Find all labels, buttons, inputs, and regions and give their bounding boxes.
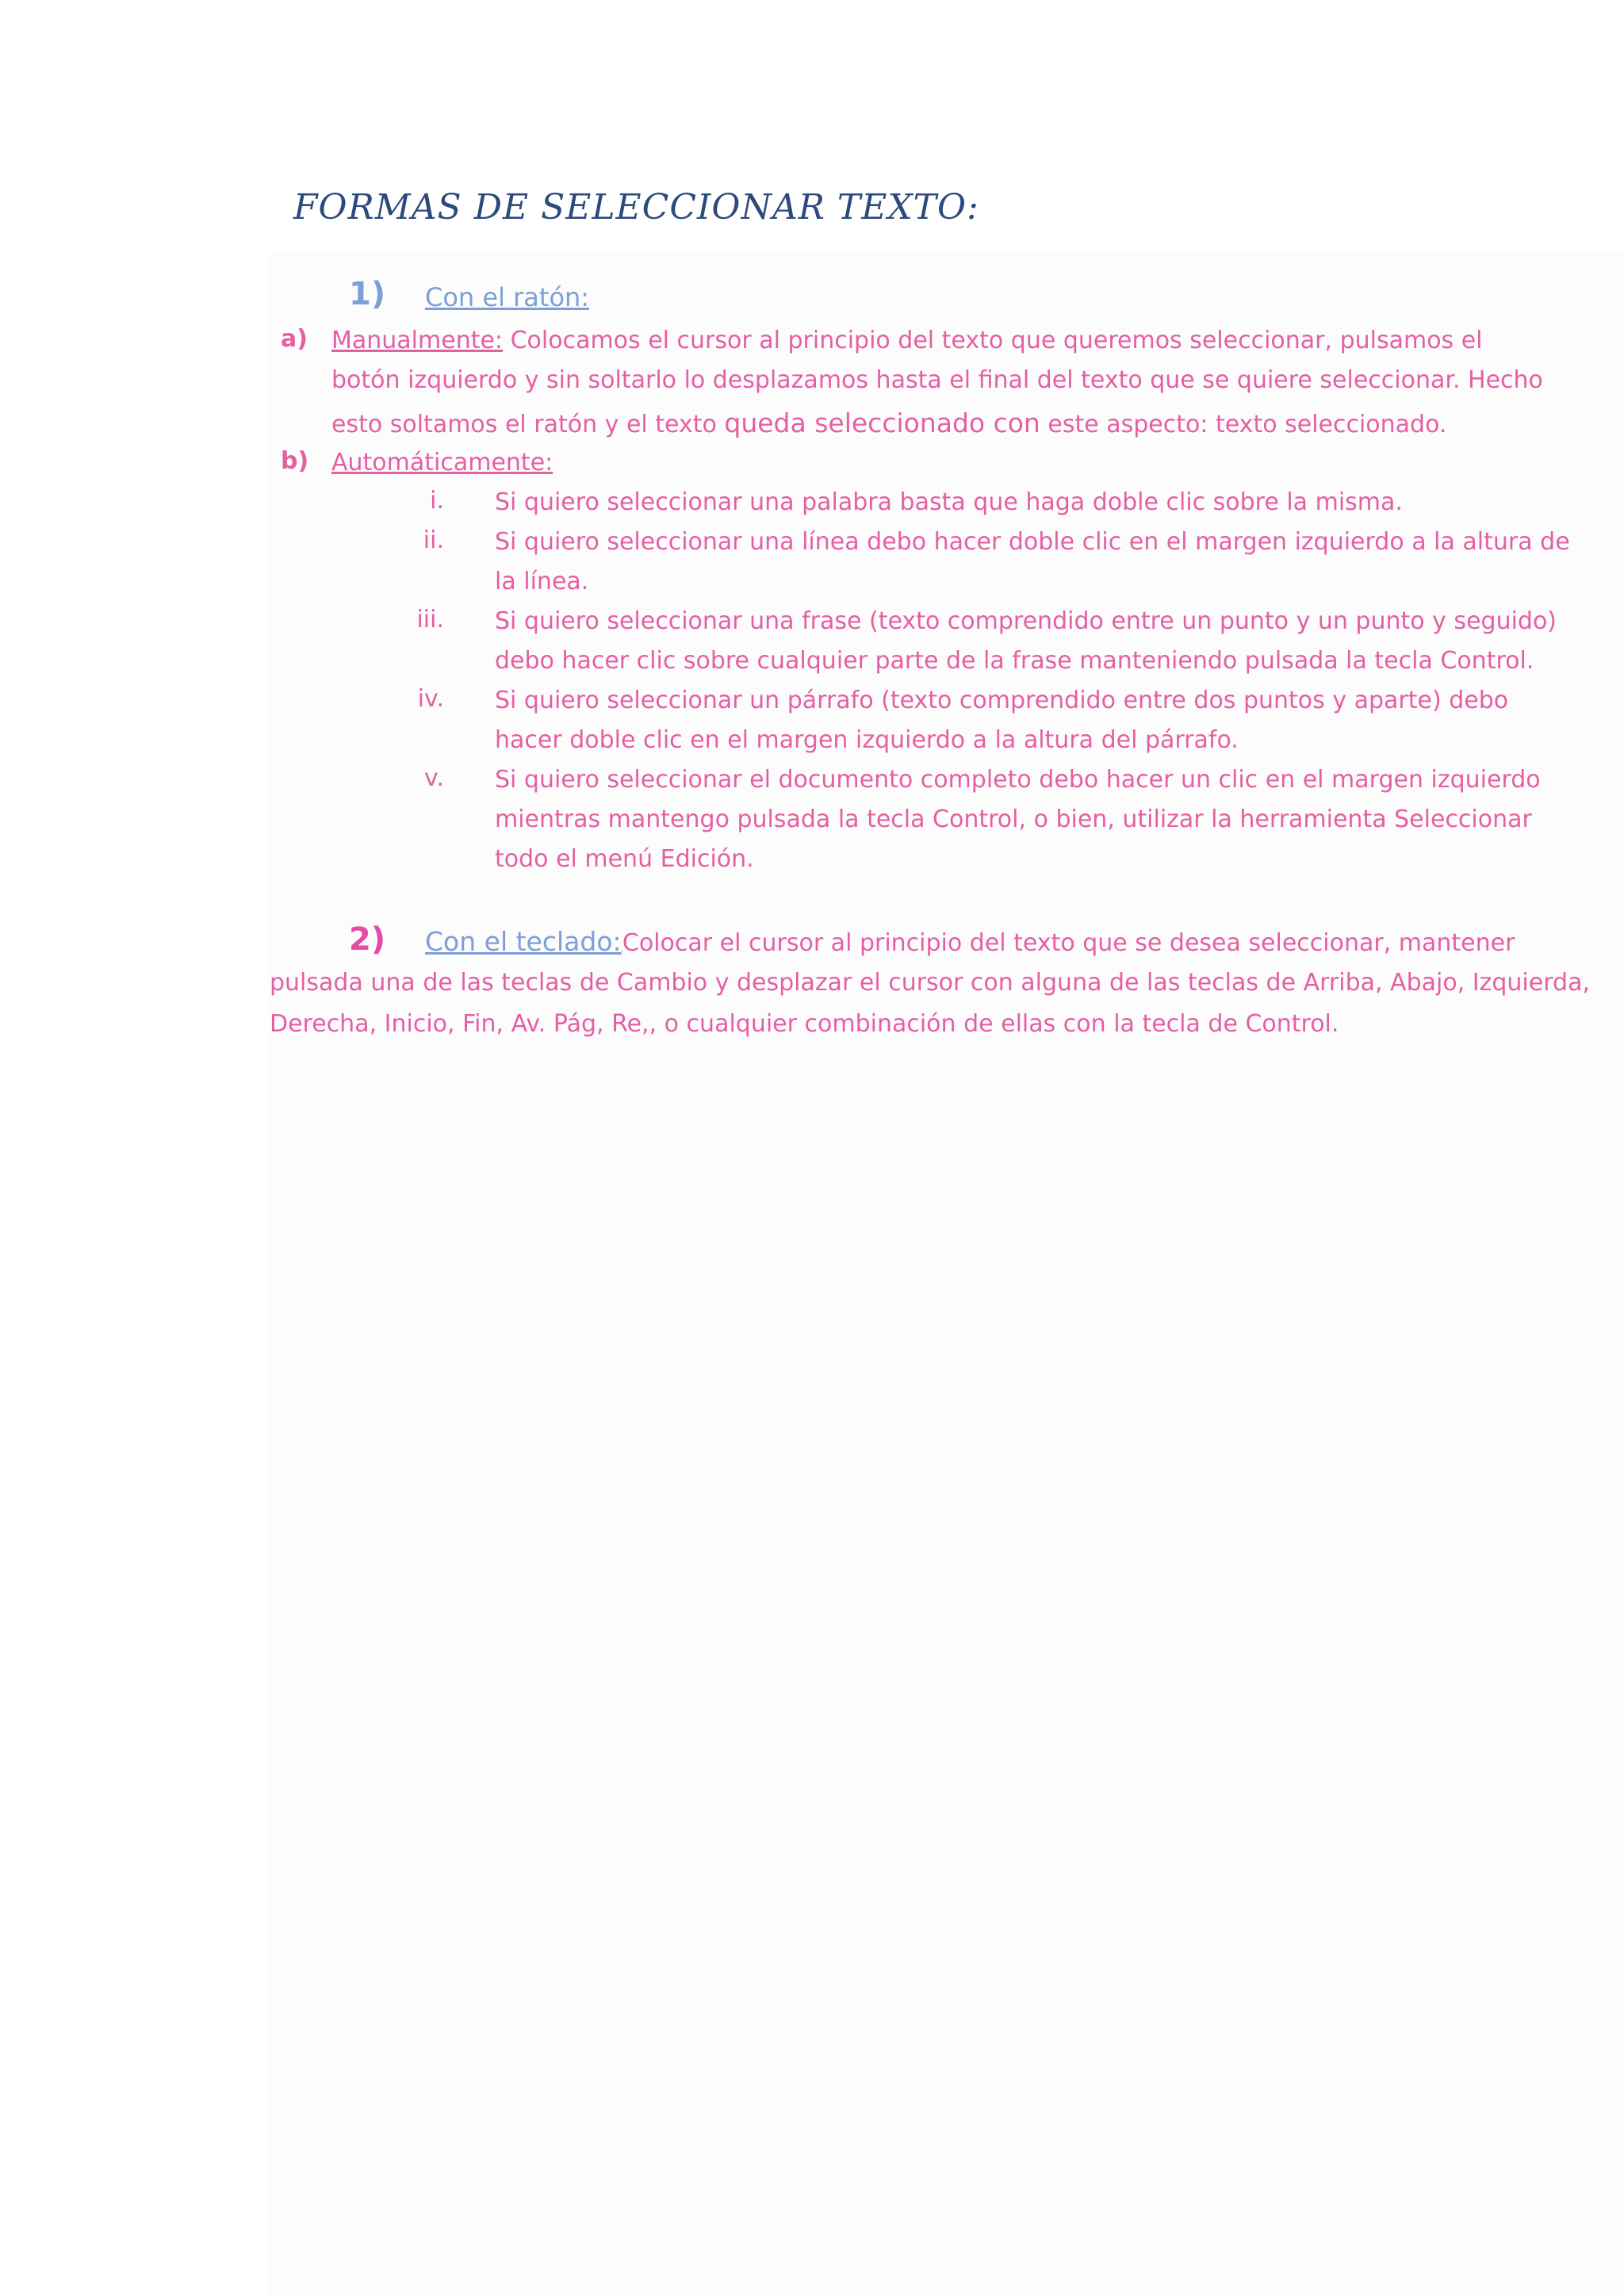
item-a-line1 <box>331 325 1483 357</box>
subitem-ii-line2: la línea. <box>495 568 589 595</box>
section2-line2: pulsada una de las teclas de Cambio y desplazar el cursor con alguna de las teclas de Arriba, Abajo, Izquierda, <box>270 969 1590 997</box>
section1-number: 1) <box>349 276 386 312</box>
subitem-v-marker: v. <box>424 764 444 792</box>
item-a-line2: botón izquierdo y sin soltarlo lo desplazamos hasta el final del texto que se quiere seleccionar. Hecho <box>331 366 1543 394</box>
item-b-label: Automáticamente: <box>331 449 553 476</box>
subitem-v-line1: Si quiero seleccionar el documento completo debo hacer un clic en el margen izquierdo <box>495 766 1541 794</box>
document-title: FORMAS DE SELECCIONAR TEXTO: <box>293 187 979 228</box>
subitem-iii-line2: debo hacer clic sobre cualquier parte de la frase manteniendo pulsada la tecla Control. <box>495 647 1534 675</box>
item-b-marker: b) <box>281 447 309 475</box>
subitem-iv-line2: hacer doble clic en el margen izquierdo a la altura del párrafo. <box>495 726 1239 754</box>
item-a-text1: Colocamos el cursor al principio del texto que queremos seleccionar, pulsamos el <box>503 327 1483 354</box>
section2-heading: Con el teclado: <box>425 926 622 957</box>
item-a-marker: a) <box>281 325 308 353</box>
item-a-text3c: este aspecto: texto seleccionado. <box>1040 411 1447 438</box>
item-a-text3b: queda seleccionado con <box>724 408 1040 438</box>
subitem-v-line3: todo el menú Edición. <box>495 845 754 873</box>
section1-heading: Con el ratón: <box>425 282 590 312</box>
subitem-ii-marker: ii. <box>423 526 444 554</box>
subitem-i-line1: Si quiero seleccionar una palabra basta que haga doble clic sobre la misma. <box>495 488 1403 516</box>
page-body-area <box>268 252 1624 2296</box>
section2-number: 2) <box>349 921 386 958</box>
subitem-iii-line1: Si quiero seleccionar una frase (texto comprendido entre un punto y un punto y seguido) <box>495 607 1557 635</box>
section2-text1: Colocar el cursor al principio del texto que se desea seleccionar, mantener <box>622 929 1515 957</box>
item-a-text3a: esto soltamos el ratón y el texto <box>331 411 725 438</box>
subitem-iii-marker: iii. <box>416 606 444 633</box>
item-a-label: Manualmente: <box>331 327 504 354</box>
item-a-line3 <box>331 408 1446 441</box>
subitem-i-marker: i. <box>430 487 444 515</box>
subitem-v-line2: mientras mantengo pulsada la tecla Control, o bien, utilizar la herramienta Seleccionar <box>495 806 1532 833</box>
subitem-ii-line1: Si quiero seleccionar una línea debo hacer doble clic en el margen izquierdo a la altura de <box>495 528 1570 556</box>
subitem-iv-line1: Si quiero seleccionar un párrafo (texto comprendido entre dos puntos y aparte) debo <box>495 687 1509 714</box>
section2-line3: Derecha, Inicio, Fin, Av. Pág, Re,, o cualquier combinación de ellas con la tecla de Control. <box>270 1010 1339 1038</box>
section2-line1 <box>425 926 1515 966</box>
subitem-iv-marker: iv. <box>417 685 444 713</box>
